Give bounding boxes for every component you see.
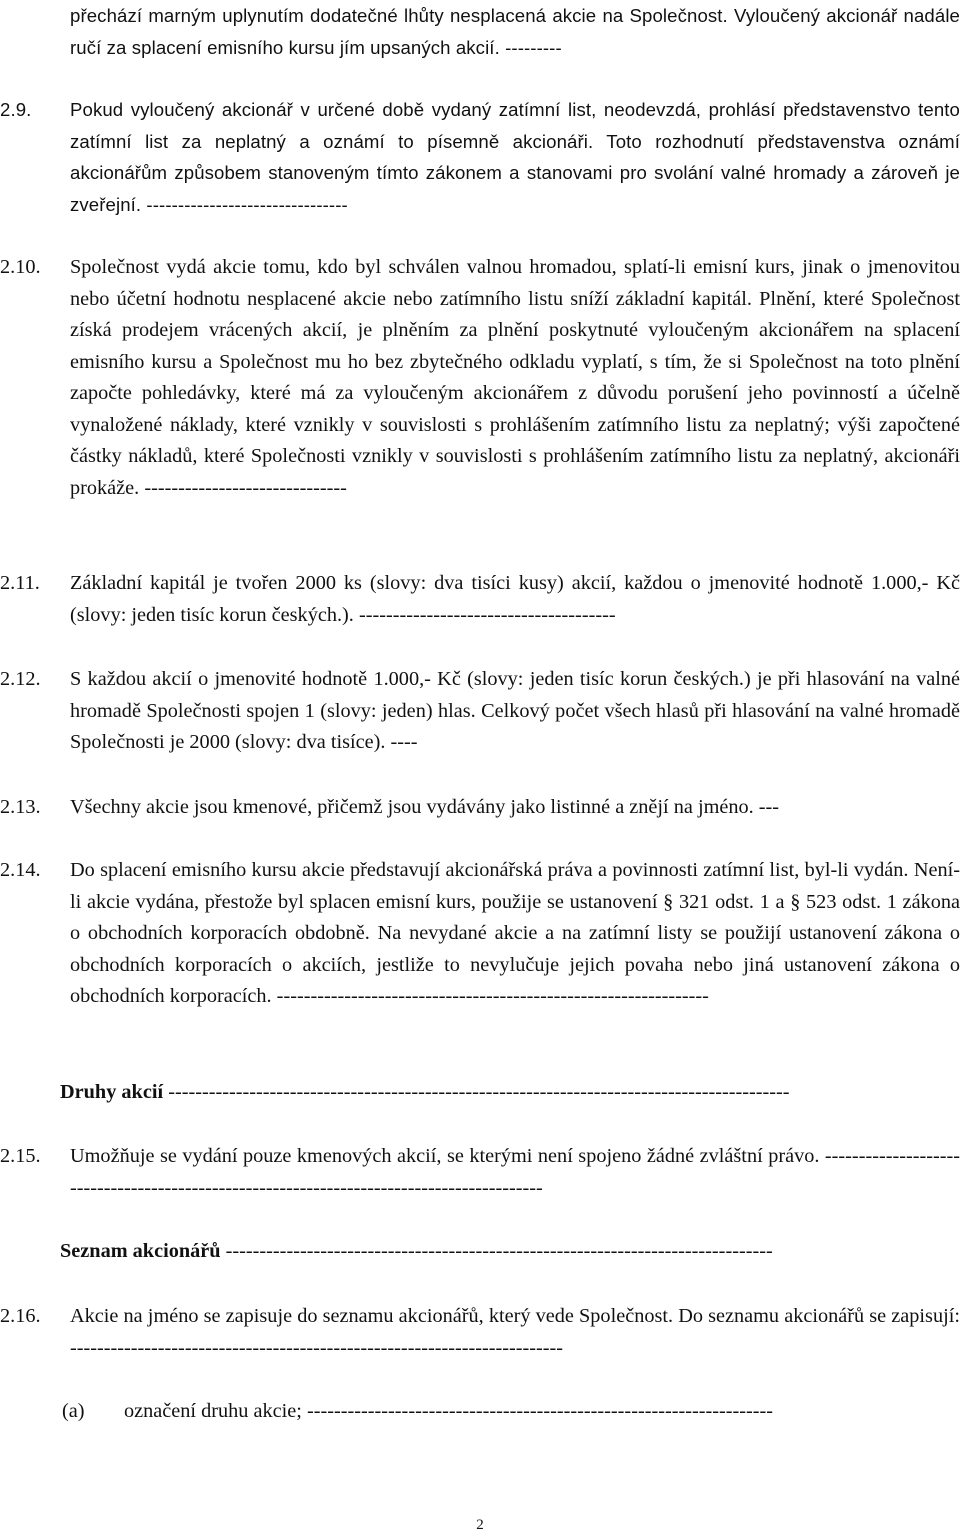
section-number: 2.13. (0, 796, 41, 818)
section-number: 2.9. (0, 99, 32, 120)
section-number: 2.10. (0, 256, 41, 278)
section-2-13 (0, 792, 960, 824)
subitem-a (62, 1396, 960, 1428)
heading-title: Seznam akcionářů (60, 1240, 221, 1262)
heading-dashes: -------------------------------------------------------------------------------------------- (168, 1081, 790, 1103)
section-number: 2.15. (0, 1145, 41, 1167)
section-2-11 (0, 568, 960, 631)
section-2-15 (0, 1141, 960, 1204)
section-text: Základní kapitál je tvořen 2000 ks (slovy: dva tisíci kusy) akcií, každou o jmenovité hodnotě 1.000,- Kč (slovy: jeden tisíc korun českých.). -------------------------------------- (70, 572, 960, 626)
heading-dashes: --------------------------------------------------------------------------------- (225, 1240, 773, 1262)
intro-text: přechází marným uplynutím dodatečné lhůty nesplacená akcie na Společnost. Vyloučený akcionář nadále ručí za splacení emisního kursu jím upsaných akcií. --------- (70, 5, 960, 58)
section-2-10 (0, 252, 960, 504)
subitem-text: označení druhu akcie; --------------------------------------------------------------------- (124, 1400, 774, 1422)
section-text: S každou akcií o jmenovité hodnotě 1.000,- Kč (slovy: jeden tisíc korun českých.) je při hlasování na valné hromadě Společnosti spojen 1 (slovy: jeden) hlas. Celkový počet všech hlasů při hlasování na valné hromadě Společnosti je 2000 (slovy: dva tisíce). ---- (70, 668, 960, 753)
section-2-16 (0, 1301, 960, 1364)
section-number: 2.14. (0, 859, 41, 881)
section-2-14 (0, 855, 960, 1013)
heading-druhy-akcii (60, 1077, 960, 1109)
section-number: 2.16. (0, 1305, 41, 1327)
page-number: 2 (476, 1517, 484, 1533)
section-text: Pokud vyloučený akcionář v určené době vydaný zatímní list, neodevzdá, prohlásí představenstvo tento zatímní list za neplatný a oznámí to písemně akcionáři. Toto rozhodnutí představenstva oznámí akcionářům způsobem stanoveným tímto zákonem a stanovami pro svolání valné hromady a zároveň je zveřejní. -------------------------------- (70, 99, 960, 215)
section-text: Všechny akcie jsou kmenové, přičemž jsou vydávány jako listinné a znějí na jméno. --- (70, 796, 780, 818)
section-2-9 (0, 94, 960, 220)
section-text: Do splacení emisního kursu akcie představují akcionářská práva a povinnosti zatímní list, byl-li vydán. Není-li akcie vydána, přestože byl splacen emisní kurs, použije se ustanovení § 321 odst. 1 a § 523 odst. 1 zákona o obchodních korporacích obdobně. Na nevydané akcie a na zatímní listy se použijí ustanovení zákona o obchodních korporacích o akciích, jestliže to nevylučuje jejich povaha nebo jiná ustanovení zákona o obchodních korporacích. ---------------------------------------------------------------- (70, 859, 960, 1007)
section-number: 2.12. (0, 668, 41, 690)
section-number: 2.11. (0, 572, 40, 594)
intro-paragraph (0, 0, 960, 63)
subitem-label: (a) (62, 1400, 85, 1422)
section-text: Akcie na jméno se zapisuje do seznamu akcionářů, který vede Společnost. Do seznamu akcionářů se zapisují: ------------------------------------------------------------------------- (70, 1305, 960, 1359)
section-text: Společnost vydá akcie tomu, kdo byl schválen valnou hromadou, splatí-li emisní kurs, jinak o jmenovitou nebo účetní hodnotu nesplacené akcie nebo zatímního listu sníží základní kapitál. Plnění, které Společnost získá prodejem vrácených akcií, je plněním za plnění poskytnuté vyloučeným akcionářem na splacení emisního kursu a Společnost mu ho bez zbytečného odkladu vyplatí, s tím, že si Společnost na toto plnění započte pohledávky, které má za vyloučeným akcionářem z důvodu porušení jeho povinností a účelně vynaložené náklady, které vznikly v souvislosti s prohlášením zatímního listu za neplatný; výši započtené částky nákladů, které Společnosti vznikly v souvislosti s prohlášením zatímního listu za neplatný, akcionáři prokáže. ------------------------------ (70, 256, 960, 499)
heading-seznam-akcionaru (60, 1236, 960, 1268)
heading-title: Druhy akcií (60, 1081, 164, 1103)
section-2-12 (0, 664, 960, 759)
section-text: Umožňuje se vydání pouze kmenových akcií, se kterými není spojeno žádné zvláštní právo. ------------------------------------------------------------------------------------------ (70, 1145, 960, 1199)
